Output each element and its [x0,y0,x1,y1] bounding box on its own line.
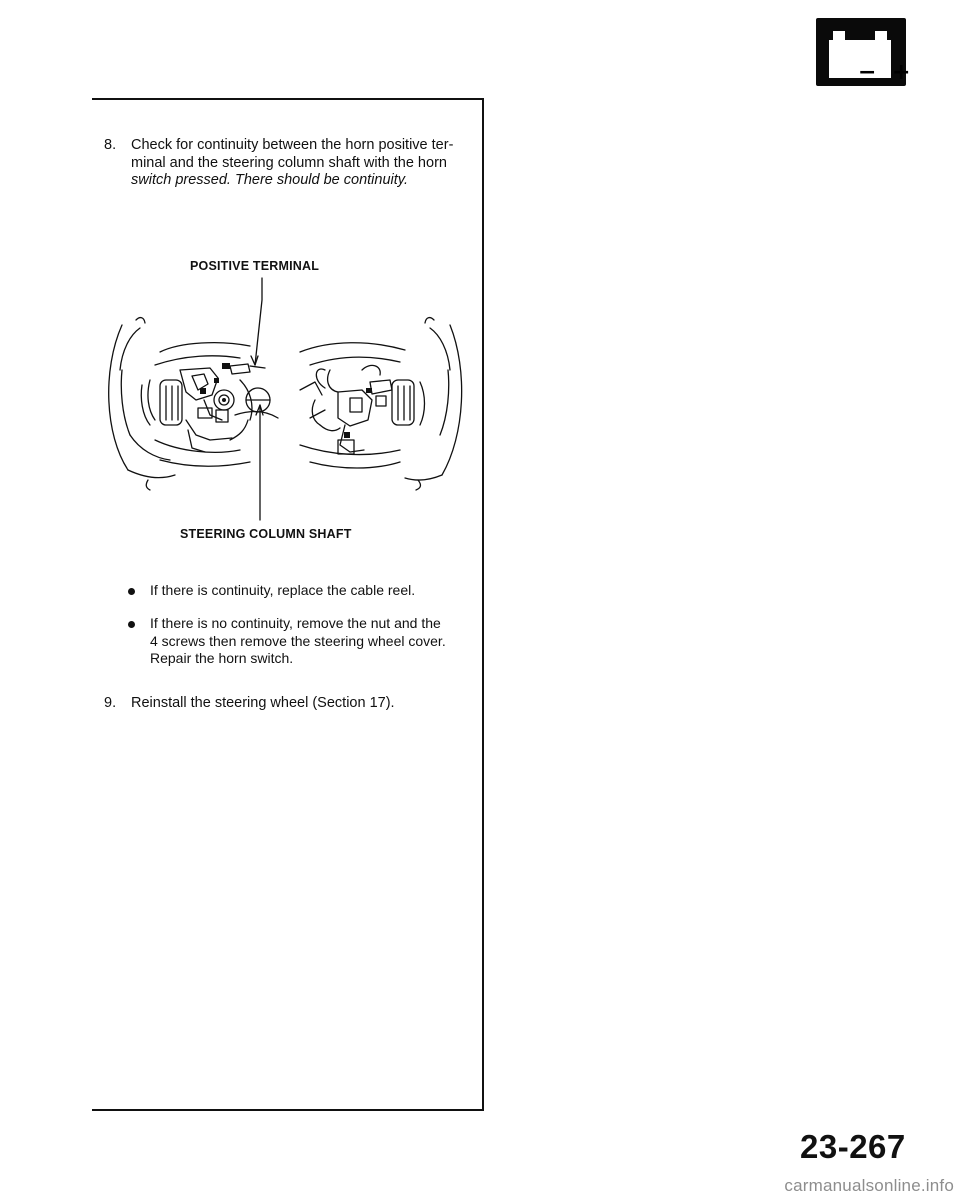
positive-terminal-label: POSITIVE TERMINAL [190,259,320,273]
steering-wheel-illustration [100,270,470,540]
step-8-line-2: minal and the steering column shaft with the horn [131,154,447,171]
battery-negative-post [833,31,845,40]
battery-minus-sign: − [858,60,877,85]
step-8 [104,137,484,197]
steering-column-shaft-label: STEERING COLUMN SHAFT [180,527,352,541]
bullet-line-2: 4 screws then remove the steering wheel cover. [150,632,446,649]
step-9 [104,695,484,715]
battery-positive-post [875,31,887,40]
bullet-item-continuity [128,582,468,602]
step-8-line-3: switch pressed. There should be continuity. [131,172,408,188]
bullet-text [150,615,446,668]
bullet-text: If there is continuity, replace the cable reel. [150,582,416,598]
bullet-dot [128,621,135,628]
step-9-number: 9. [104,695,117,711]
battery-plus-sign: + [892,60,911,85]
step-9-text: Reinstall the steering wheel (Section 17). [131,695,395,711]
step-8-text [131,137,453,190]
step-8-number: 8. [104,137,117,153]
bullet-line-3: Repair the horn switch. [150,650,294,666]
battery-body [829,40,911,85]
bullet-dot [128,588,135,595]
watermark-text: carmanualsonline.info [784,1176,954,1195]
frame-top-rule [92,98,484,100]
page-number: 23-267 [800,1128,906,1165]
bullet-line-1: If there is no continuity, remove the nut and the [150,615,441,631]
step-8-line-1: Check for continuity between the horn positive ter- [131,137,454,153]
frame-right-rule [482,98,484,1111]
frame-bottom-rule [92,1109,484,1111]
bullet-item-no-continuity [128,615,478,671]
battery-icon [816,18,911,86]
